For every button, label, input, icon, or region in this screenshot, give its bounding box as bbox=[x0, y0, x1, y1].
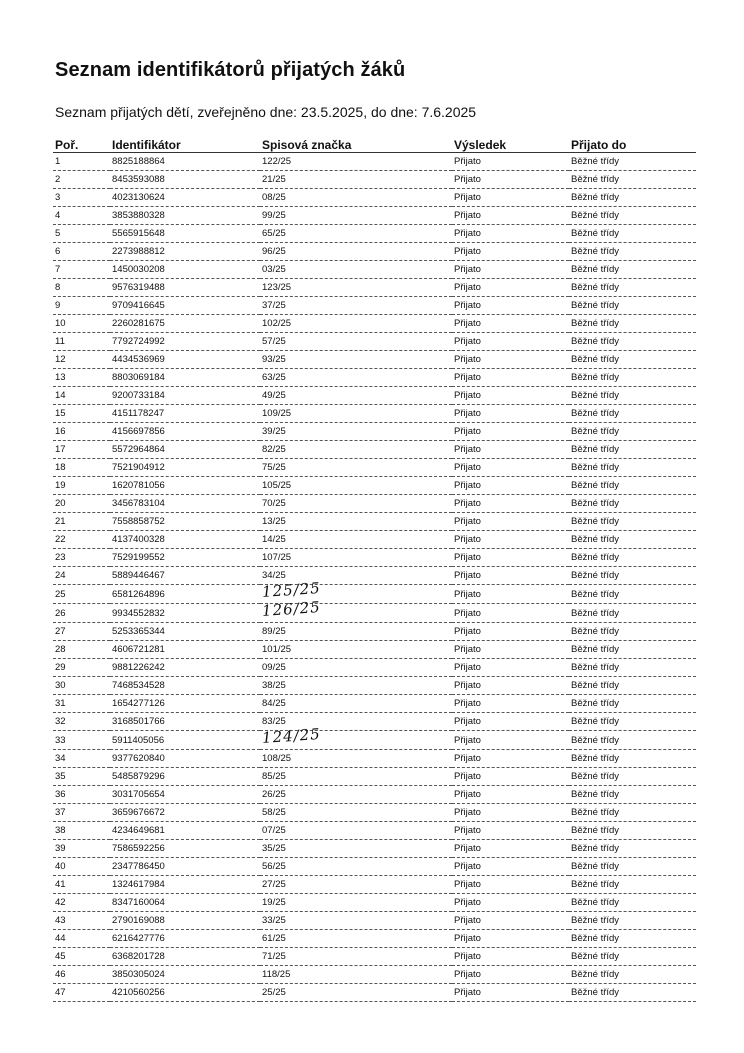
table-row bbox=[53, 984, 696, 1002]
cell-order: 23 bbox=[53, 549, 110, 567]
handwritten-file-number: 124/25 bbox=[261, 724, 322, 748]
cell-admitted-to: Běžné třídy bbox=[569, 207, 696, 225]
cell-file-number: 75/25 bbox=[260, 459, 452, 477]
cell-file-number bbox=[260, 724, 452, 750]
cell-result: Přijato bbox=[452, 623, 569, 641]
cell-order: 9 bbox=[53, 297, 110, 315]
cell-order: 36 bbox=[53, 786, 110, 804]
cell-order: 47 bbox=[53, 984, 110, 1002]
table-row bbox=[53, 171, 696, 189]
cell-file-number: 118/25 bbox=[260, 966, 452, 984]
cell-order: 10 bbox=[53, 315, 110, 333]
table-row bbox=[53, 840, 696, 858]
cell-identifier: 3659676672 bbox=[110, 804, 260, 822]
table-row bbox=[53, 786, 696, 804]
cell-order: 33 bbox=[53, 731, 110, 750]
table-row bbox=[53, 585, 696, 604]
cell-result: Přijato bbox=[452, 243, 569, 261]
cell-file-number: 27/25 bbox=[260, 876, 452, 894]
cell-identifier: 8453593088 bbox=[110, 171, 260, 189]
cell-identifier: 4234649681 bbox=[110, 822, 260, 840]
cell-order: 26 bbox=[53, 604, 110, 623]
cell-identifier: 1654277126 bbox=[110, 695, 260, 713]
table-row bbox=[53, 750, 696, 768]
cell-result: Přijato bbox=[452, 387, 569, 405]
cell-file-number: 38/25 bbox=[260, 677, 452, 695]
column-header-identifier: Identifikátor bbox=[110, 132, 260, 153]
table-row bbox=[53, 297, 696, 315]
cell-admitted-to: Běžné třídy bbox=[569, 369, 696, 387]
cell-order: 45 bbox=[53, 948, 110, 966]
cell-file-number: 65/25 bbox=[260, 225, 452, 243]
cell-identifier: 3168501766 bbox=[110, 713, 260, 731]
cell-admitted-to: Běžné třídy bbox=[569, 585, 696, 604]
cell-admitted-to: Běžné třídy bbox=[569, 171, 696, 189]
cell-file-number: 63/25 bbox=[260, 369, 452, 387]
table-row bbox=[53, 713, 696, 731]
cell-order: 34 bbox=[53, 750, 110, 768]
cell-admitted-to: Běžné třídy bbox=[569, 858, 696, 876]
cell-file-number: 102/25 bbox=[260, 315, 452, 333]
table-row bbox=[53, 641, 696, 659]
cell-file-number: 99/25 bbox=[260, 207, 452, 225]
cell-admitted-to: Běžné třídy bbox=[569, 261, 696, 279]
cell-result: Přijato bbox=[452, 641, 569, 659]
cell-admitted-to: Běžné třídy bbox=[569, 477, 696, 495]
cell-order: 43 bbox=[53, 912, 110, 930]
cell-file-number: 56/25 bbox=[260, 858, 452, 876]
cell-identifier: 1620781056 bbox=[110, 477, 260, 495]
cell-admitted-to: Běžné třídy bbox=[569, 750, 696, 768]
cell-result: Přijato bbox=[452, 822, 569, 840]
cell-identifier: 8825188864 bbox=[110, 153, 260, 171]
students-table bbox=[53, 132, 696, 1002]
table-row bbox=[53, 225, 696, 243]
cell-admitted-to: Běžné třídy bbox=[569, 840, 696, 858]
cell-identifier: 8347160064 bbox=[110, 894, 260, 912]
cell-identifier: 2790169088 bbox=[110, 912, 260, 930]
cell-identifier: 6368201728 bbox=[110, 948, 260, 966]
cell-order: 41 bbox=[53, 876, 110, 894]
cell-admitted-to: Běžné třídy bbox=[569, 677, 696, 695]
cell-admitted-to: Běžné třídy bbox=[569, 459, 696, 477]
cell-order: 42 bbox=[53, 894, 110, 912]
cell-file-number: 61/25 bbox=[260, 930, 452, 948]
cell-order: 5 bbox=[53, 225, 110, 243]
cell-admitted-to: Běžné třídy bbox=[569, 930, 696, 948]
handwritten-file-number: 125/25 bbox=[261, 578, 322, 602]
cell-admitted-to: Běžné třídy bbox=[569, 387, 696, 405]
table-row bbox=[53, 189, 696, 207]
cell-identifier: 7529199552 bbox=[110, 549, 260, 567]
cell-identifier: 5565915648 bbox=[110, 225, 260, 243]
cell-order: 1 bbox=[53, 153, 110, 171]
cell-result: Přijato bbox=[452, 171, 569, 189]
cell-admitted-to: Běžné třídy bbox=[569, 948, 696, 966]
cell-admitted-to: Běžné třídy bbox=[569, 441, 696, 459]
cell-result: Přijato bbox=[452, 786, 569, 804]
table-row bbox=[53, 912, 696, 930]
cell-result: Přijato bbox=[452, 768, 569, 786]
cell-result: Přijato bbox=[452, 225, 569, 243]
cell-order: 12 bbox=[53, 351, 110, 369]
table-row bbox=[53, 623, 696, 641]
cell-identifier: 3456783104 bbox=[110, 495, 260, 513]
cell-file-number: 71/25 bbox=[260, 948, 452, 966]
cell-identifier: 7521904912 bbox=[110, 459, 260, 477]
column-header-file-number: Spisová značka bbox=[260, 132, 452, 153]
table-row bbox=[53, 405, 696, 423]
cell-file-number: 84/25 bbox=[260, 695, 452, 713]
cell-file-number: 70/25 bbox=[260, 495, 452, 513]
cell-admitted-to: Běžné třídy bbox=[569, 297, 696, 315]
cell-admitted-to: Běžné třídy bbox=[569, 423, 696, 441]
handwritten-file-number: 126/25 bbox=[261, 597, 322, 621]
cell-result: Přijato bbox=[452, 405, 569, 423]
cell-file-number: 96/25 bbox=[260, 243, 452, 261]
table-row bbox=[53, 567, 696, 585]
cell-admitted-to: Běžné třídy bbox=[569, 659, 696, 677]
cell-order: 35 bbox=[53, 768, 110, 786]
cell-admitted-to: Běžné třídy bbox=[569, 243, 696, 261]
table-row bbox=[53, 731, 696, 750]
cell-identifier: 4023130624 bbox=[110, 189, 260, 207]
cell-result: Přijato bbox=[452, 659, 569, 677]
cell-admitted-to: Běžné třídy bbox=[569, 604, 696, 623]
cell-admitted-to: Běžné třídy bbox=[569, 912, 696, 930]
cell-result: Přijato bbox=[452, 695, 569, 713]
cell-file-number: 09/25 bbox=[260, 659, 452, 677]
cell-admitted-to: Běžné třídy bbox=[569, 641, 696, 659]
cell-file-number: 34/25 bbox=[260, 567, 452, 585]
cell-order: 21 bbox=[53, 513, 110, 531]
cell-file-number: 82/25 bbox=[260, 441, 452, 459]
cell-order: 22 bbox=[53, 531, 110, 549]
cell-order: 29 bbox=[53, 659, 110, 677]
page-subtitle: Seznam přijatých dětí, zveřejněno dne: 23.5.2025, do dne: 7.6.2025 bbox=[55, 104, 477, 120]
cell-admitted-to: Běžné třídy bbox=[569, 822, 696, 840]
table-row bbox=[53, 948, 696, 966]
cell-identifier: 4606721281 bbox=[110, 641, 260, 659]
cell-identifier: 1450030208 bbox=[110, 261, 260, 279]
table-row bbox=[53, 513, 696, 531]
cell-order: 40 bbox=[53, 858, 110, 876]
table-row bbox=[53, 804, 696, 822]
cell-identifier: 5889446467 bbox=[110, 567, 260, 585]
cell-identifier: 7558858752 bbox=[110, 513, 260, 531]
cell-order: 11 bbox=[53, 333, 110, 351]
cell-identifier: 9881226242 bbox=[110, 659, 260, 677]
cell-result: Přijato bbox=[452, 984, 569, 1002]
cell-identifier: 6216427776 bbox=[110, 930, 260, 948]
cell-order: 37 bbox=[53, 804, 110, 822]
cell-file-number: 101/25 bbox=[260, 641, 452, 659]
table-row bbox=[53, 876, 696, 894]
cell-admitted-to: Běžné třídy bbox=[569, 531, 696, 549]
cell-result: Přijato bbox=[452, 531, 569, 549]
cell-admitted-to: Běžné třídy bbox=[569, 713, 696, 731]
cell-file-number: 39/25 bbox=[260, 423, 452, 441]
cell-admitted-to: Běžné třídy bbox=[569, 966, 696, 984]
cell-file-number: 37/25 bbox=[260, 297, 452, 315]
cell-result: Přijato bbox=[452, 279, 569, 297]
cell-identifier: 4151178247 bbox=[110, 405, 260, 423]
cell-result: Přijato bbox=[452, 351, 569, 369]
cell-admitted-to: Běžné třídy bbox=[569, 984, 696, 1002]
cell-result: Přijato bbox=[452, 894, 569, 912]
cell-result: Přijato bbox=[452, 315, 569, 333]
cell-file-number: 03/25 bbox=[260, 261, 452, 279]
cell-order: 24 bbox=[53, 567, 110, 585]
cell-file-number: 14/25 bbox=[260, 531, 452, 549]
cell-file-number: 122/25 bbox=[260, 153, 452, 171]
cell-admitted-to: Běžné třídy bbox=[569, 731, 696, 750]
cell-order: 7 bbox=[53, 261, 110, 279]
cell-file-number: 19/25 bbox=[260, 894, 452, 912]
cell-admitted-to: Běžné třídy bbox=[569, 333, 696, 351]
cell-result: Přijato bbox=[452, 912, 569, 930]
cell-identifier: 3853880328 bbox=[110, 207, 260, 225]
cell-admitted-to: Běžné třídy bbox=[569, 894, 696, 912]
cell-result: Přijato bbox=[452, 549, 569, 567]
cell-file-number: 107/25 bbox=[260, 549, 452, 567]
cell-file-number: 33/25 bbox=[260, 912, 452, 930]
cell-admitted-to: Běžné třídy bbox=[569, 695, 696, 713]
header-row bbox=[53, 132, 696, 153]
cell-file-number: 85/25 bbox=[260, 768, 452, 786]
cell-result: Přijato bbox=[452, 477, 569, 495]
cell-identifier: 8803069184 bbox=[110, 369, 260, 387]
cell-identifier: 9709416645 bbox=[110, 297, 260, 315]
cell-result: Přijato bbox=[452, 261, 569, 279]
cell-identifier: 9200733184 bbox=[110, 387, 260, 405]
cell-admitted-to: Běžné třídy bbox=[569, 495, 696, 513]
table-row bbox=[53, 695, 696, 713]
table-row bbox=[53, 531, 696, 549]
cell-order: 38 bbox=[53, 822, 110, 840]
cell-identifier: 9576319488 bbox=[110, 279, 260, 297]
cell-file-number: 25/25 bbox=[260, 984, 452, 1002]
cell-identifier: 4156697856 bbox=[110, 423, 260, 441]
cell-order: 14 bbox=[53, 387, 110, 405]
cell-order: 31 bbox=[53, 695, 110, 713]
table-row bbox=[53, 604, 696, 623]
cell-result: Přijato bbox=[452, 585, 569, 604]
table-row bbox=[53, 333, 696, 351]
cell-file-number: 57/25 bbox=[260, 333, 452, 351]
table-row bbox=[53, 243, 696, 261]
table-row bbox=[53, 677, 696, 695]
cell-order: 13 bbox=[53, 369, 110, 387]
column-header-admitted-to: Přijato do bbox=[569, 132, 696, 153]
cell-file-number: 93/25 bbox=[260, 351, 452, 369]
cell-admitted-to: Běžné třídy bbox=[569, 351, 696, 369]
cell-order: 2 bbox=[53, 171, 110, 189]
cell-order: 18 bbox=[53, 459, 110, 477]
cell-result: Přijato bbox=[452, 369, 569, 387]
cell-result: Přijato bbox=[452, 804, 569, 822]
cell-result: Přijato bbox=[452, 930, 569, 948]
cell-admitted-to: Běžné třídy bbox=[569, 189, 696, 207]
cell-admitted-to: Běžné třídy bbox=[569, 567, 696, 585]
cell-admitted-to: Běžné třídy bbox=[569, 315, 696, 333]
cell-file-number bbox=[260, 597, 452, 623]
cell-order: 19 bbox=[53, 477, 110, 495]
cell-result: Přijato bbox=[452, 189, 569, 207]
table-row bbox=[53, 387, 696, 405]
cell-order: 30 bbox=[53, 677, 110, 695]
cell-admitted-to: Běžné třídy bbox=[569, 549, 696, 567]
cell-identifier: 2260281675 bbox=[110, 315, 260, 333]
cell-result: Přijato bbox=[452, 840, 569, 858]
cell-identifier: 5485879296 bbox=[110, 768, 260, 786]
table-row bbox=[53, 153, 696, 171]
cell-identifier: 7792724992 bbox=[110, 333, 260, 351]
cell-identifier: 1324617984 bbox=[110, 876, 260, 894]
cell-identifier: 9934552832 bbox=[110, 604, 260, 623]
cell-identifier: 3031705654 bbox=[110, 786, 260, 804]
cell-file-number: 58/25 bbox=[260, 804, 452, 822]
cell-result: Přijato bbox=[452, 495, 569, 513]
table-row bbox=[53, 261, 696, 279]
cell-file-number: 08/25 bbox=[260, 189, 452, 207]
cell-identifier: 5911405056 bbox=[110, 731, 260, 750]
column-header-order: Poř. bbox=[53, 132, 110, 153]
cell-order: 4 bbox=[53, 207, 110, 225]
cell-identifier: 3850305024 bbox=[110, 966, 260, 984]
cell-admitted-to: Běžné třídy bbox=[569, 786, 696, 804]
cell-file-number: 07/25 bbox=[260, 822, 452, 840]
cell-order: 8 bbox=[53, 279, 110, 297]
cell-file-number: 109/25 bbox=[260, 405, 452, 423]
cell-order: 6 bbox=[53, 243, 110, 261]
cell-order: 25 bbox=[53, 585, 110, 604]
cell-identifier: 4210560256 bbox=[110, 984, 260, 1002]
cell-file-number: 105/25 bbox=[260, 477, 452, 495]
table-row bbox=[53, 459, 696, 477]
cell-order: 27 bbox=[53, 623, 110, 641]
cell-order: 15 bbox=[53, 405, 110, 423]
table-body bbox=[53, 153, 696, 1002]
cell-result: Přijato bbox=[452, 948, 569, 966]
cell-identifier: 5572964864 bbox=[110, 441, 260, 459]
table-row bbox=[53, 894, 696, 912]
cell-identifier: 5253365344 bbox=[110, 623, 260, 641]
cell-admitted-to: Běžné třídy bbox=[569, 279, 696, 297]
cell-result: Přijato bbox=[452, 333, 569, 351]
cell-file-number: 89/25 bbox=[260, 623, 452, 641]
cell-result: Přijato bbox=[452, 858, 569, 876]
cell-admitted-to: Běžné třídy bbox=[569, 804, 696, 822]
cell-identifier: 4434536969 bbox=[110, 351, 260, 369]
cell-result: Přijato bbox=[452, 297, 569, 315]
cell-file-number: 21/25 bbox=[260, 171, 452, 189]
cell-identifier: 7586592256 bbox=[110, 840, 260, 858]
cell-identifier: 7468534528 bbox=[110, 677, 260, 695]
table-row bbox=[53, 822, 696, 840]
table-row bbox=[53, 930, 696, 948]
cell-admitted-to: Běžné třídy bbox=[569, 513, 696, 531]
table-row bbox=[53, 279, 696, 297]
table-row bbox=[53, 207, 696, 225]
cell-identifier: 9377620840 bbox=[110, 750, 260, 768]
table-row bbox=[53, 495, 696, 513]
cell-order: 16 bbox=[53, 423, 110, 441]
cell-result: Přijato bbox=[452, 604, 569, 623]
cell-admitted-to: Běžné třídy bbox=[569, 405, 696, 423]
page-title: Seznam identifikátorů přijatých žáků bbox=[55, 59, 406, 81]
cell-result: Přijato bbox=[452, 153, 569, 171]
table-row bbox=[53, 351, 696, 369]
cell-result: Přijato bbox=[452, 423, 569, 441]
cell-result: Přijato bbox=[452, 876, 569, 894]
table-row bbox=[53, 315, 696, 333]
table-row bbox=[53, 858, 696, 876]
cell-file-number: 35/25 bbox=[260, 840, 452, 858]
cell-result: Přijato bbox=[452, 677, 569, 695]
cell-identifier: 2347786450 bbox=[110, 858, 260, 876]
cell-identifier: 4137400328 bbox=[110, 531, 260, 549]
cell-result: Přijato bbox=[452, 459, 569, 477]
table-row bbox=[53, 549, 696, 567]
table-row bbox=[53, 966, 696, 984]
cell-file-number: 83/25 bbox=[260, 713, 452, 731]
cell-order: 32 bbox=[53, 713, 110, 731]
cell-file-number: 13/25 bbox=[260, 513, 452, 531]
cell-order: 17 bbox=[53, 441, 110, 459]
cell-file-number: 49/25 bbox=[260, 387, 452, 405]
cell-admitted-to: Běžné třídy bbox=[569, 623, 696, 641]
cell-result: Přijato bbox=[452, 207, 569, 225]
cell-result: Přijato bbox=[452, 713, 569, 731]
table-row bbox=[53, 423, 696, 441]
cell-admitted-to: Běžné třídy bbox=[569, 768, 696, 786]
cell-admitted-to: Běžné třídy bbox=[569, 225, 696, 243]
cell-identifier: 6581264896 bbox=[110, 585, 260, 604]
cell-order: 44 bbox=[53, 930, 110, 948]
cell-order: 39 bbox=[53, 840, 110, 858]
column-header-result: Výsledek bbox=[452, 132, 569, 153]
cell-order: 3 bbox=[53, 189, 110, 207]
table-row bbox=[53, 441, 696, 459]
cell-result: Přijato bbox=[452, 441, 569, 459]
cell-file-number: 26/25 bbox=[260, 786, 452, 804]
cell-identifier: 2273988812 bbox=[110, 243, 260, 261]
table-row bbox=[53, 768, 696, 786]
cell-result: Přijato bbox=[452, 567, 569, 585]
cell-order: 46 bbox=[53, 966, 110, 984]
cell-result: Přijato bbox=[452, 966, 569, 984]
cell-file-number: 123/25 bbox=[260, 279, 452, 297]
cell-admitted-to: Běžné třídy bbox=[569, 876, 696, 894]
table-row bbox=[53, 659, 696, 677]
table-row bbox=[53, 369, 696, 387]
table-header bbox=[53, 132, 696, 153]
cell-order: 28 bbox=[53, 641, 110, 659]
cell-admitted-to: Běžné třídy bbox=[569, 153, 696, 171]
cell-result: Přijato bbox=[452, 731, 569, 750]
cell-order: 20 bbox=[53, 495, 110, 513]
cell-result: Přijato bbox=[452, 750, 569, 768]
table-row bbox=[53, 477, 696, 495]
cell-file-number: 108/25 bbox=[260, 750, 452, 768]
cell-result: Přijato bbox=[452, 513, 569, 531]
